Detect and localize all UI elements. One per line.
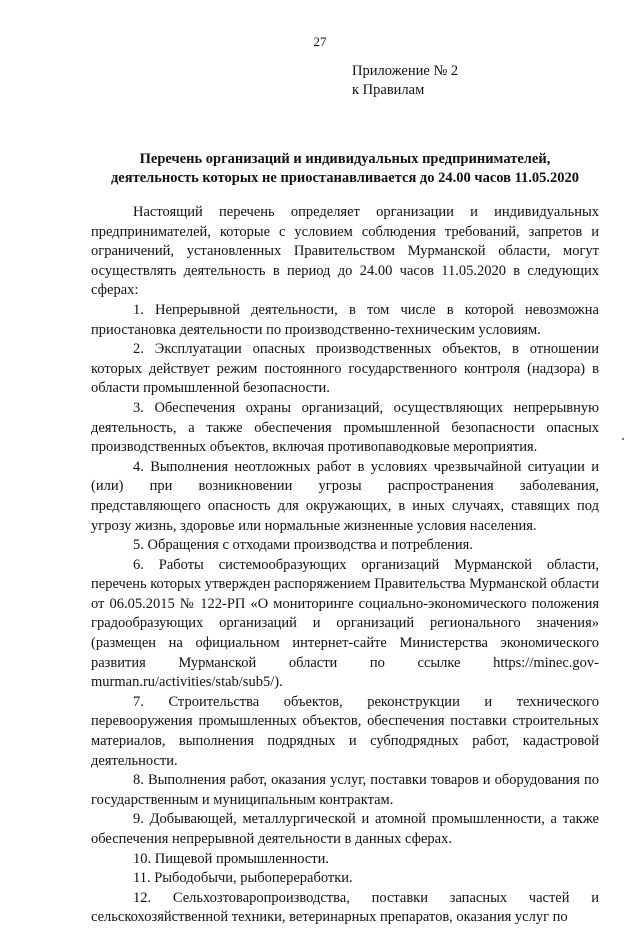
title-line-2: деятельность которых не приостанавливается до 24.00 часов 11.05.2020 (110, 170, 580, 186)
appendix-line-2: к Правилам (352, 82, 425, 98)
list-item-11: 11. Рыбодобычи, рыбопереработки. (133, 870, 353, 887)
list-item-8: 8. Выполнения работ, оказания услуг, поставки товаров и оборудования по государственным и муниципальным контрактам. (91, 772, 599, 808)
document-title (85, 150, 605, 188)
list-item-9: 9. Добывающей, металлургической и атомной промышленности, а также обеспечения непрерывной деятельности в данных сферах. (91, 811, 599, 847)
list-item-6: 6. Работы системообразующих организаций Мурманской области, перечень которых утвержден распоряжением Правительства Мурманской области от 06.05.2015 № 122-РП «О мониторинге социально-экономического положения градообразующих организаций и организаций регионального значения» (размещен на официальном интернет-сайте Министерства экономического развития Мурманской области по ссылке https://minec.gov-murman.ru/activities/stab/sub5/). (91, 556, 600, 691)
page-number: 27 (313, 34, 327, 49)
list-item-10: 10. Пищевой промышленности. (133, 850, 329, 867)
appendix-line-1: Приложение № 2 (352, 63, 459, 79)
list-item-1: 1. Непрерывной деятельности, в том числе в которой невозможна приостановка деятельности по производственно-техническим условиям. (91, 301, 599, 338)
intro-paragraph: Настоящий перечень определяет организации и индивидуальных предпринимателей, которые с условием соблюдения требований, запретов и ограничений, установленных Правительством Мурманской области, могут осуществлять деятельность в период до 24.00 часов 11.05.2020 в следующих сферах: (91, 204, 599, 299)
list-item-12: 12. Сельхозтоваропроизводства, поставки запасных частей и сельскохозяйственной техники, ветеринарных препаратов, оказания услуг по (91, 889, 599, 926)
list-item-5: 5. Обращения с отходами производства и потребления. (133, 537, 473, 554)
document-body (91, 203, 599, 928)
margin-mark (622, 438, 624, 440)
list-item-4: 4. Выполнения неотложных работ в условиях чрезвычайной ситуации и (или) при возникновении угрозы распространения заболевания, представляющего опасность для окружающих, в иных случаях, ставящих под угрозу жизнь, здоровье или нормальные жизненные условия населения. (91, 458, 599, 534)
list-item-3: 3. Обеспечения охраны организаций, осуществляющих непрерывную деятельность, а также обеспечения промышленной безопасности опасных производственных объектов, включая противопаводковые мероприятия. (91, 399, 599, 456)
appendix-reference (352, 62, 458, 100)
list-item-2: 2. Эксплуатации опасных производственных объектов, в отношении которых действует режим постоянного государственного контроля (надзора) в области промышленной безопасности. (91, 341, 599, 397)
list-item-7: 7. Строительства объектов, реконструкции и технического перевооружения промышленных объектов, обеспечения поставки строительных материалов, выполнения подрядных и субподрядных работ, кадастровой деятельности. (91, 693, 599, 769)
title-line-1: Перечень организаций и индивидуальных предпринимателей, (139, 151, 551, 167)
